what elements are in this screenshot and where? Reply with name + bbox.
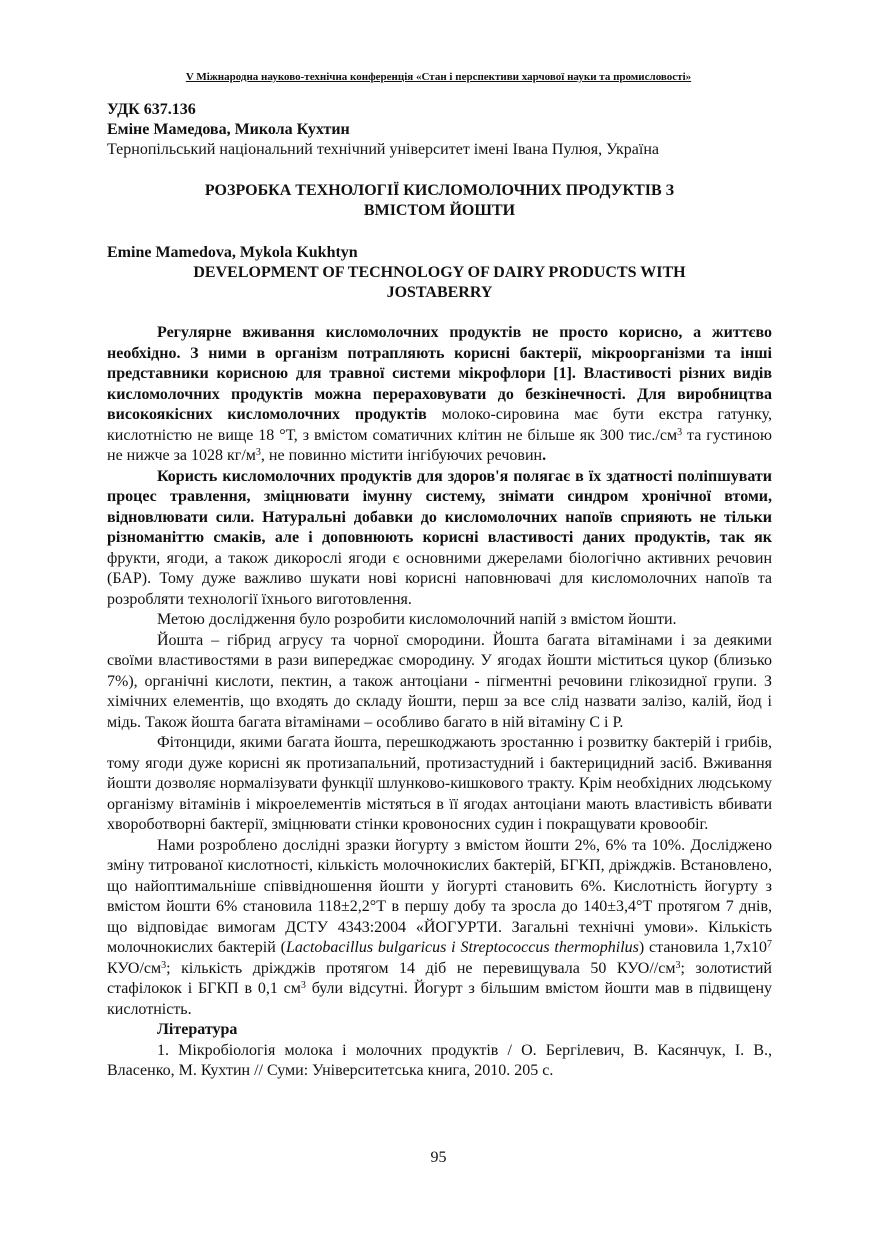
title-en <box>107 263 772 303</box>
title-en-line2: JOSTABERRY <box>386 284 493 301</box>
paragraph-2: Користь кисломолочних продуктів для здоров'я полягає в їх здатності поліпшувати процес травлення, зміцнювати імунну систему, знімати синдром хронічної втоми, відновлювати сили. Натуральні добавки до кисломолочних напоїв сприяють не тільки різноманіттю смаків, але і доповнюють корисні властивості даних продуктів, так як фрукти, ягоди, а також дикорослі ягоди є основними джерелами біологічно активних речовин (БАР). Тому дуже важливо шукати нові корисні наповнювачі для кисломолочних напоїв та розробляти технології їхнього виготовлення. <box>107 467 772 608</box>
title-en-line1: DEVELOPMENT OF TECHNOLOGY OF DAIRY PRODUCTS WITH <box>193 264 686 281</box>
paragraph-1: Регулярне вживання кисломолочних продуктів не просто корисно, а життєво необхідно. З ними в організм потрапляють корисні бактерії, мікроорганізми та інші представники корисною для травної системи мікрофлори [1]. Властивості різних видів кисломолочних продуктів можна перераховувати до безкінечності. Для виробництва високоякісних кисломолочних продуктів молоко-сировина має бути екстра гатунку, кислотністю не вище 18 °Т, з вмістом соматичних клітин не більше як 300 $тис./см^3$ та густиною не нижче за 1028 $кг/м^3$, не повинно містити інгібуючих речовин. <box>107 324 773 464</box>
authors-en: Emine Mamedova, Mykola Kukhtyn <box>107 244 358 261</box>
conference-header: V Міжнародна науково-технічна конференція «Стан і перспективи харчової науки та промисловості» <box>185 71 692 83</box>
udk-code: УДК 637.136 <box>107 101 196 118</box>
article-body <box>107 100 772 1082</box>
authors-ua: Еміне Мамедова, Микола Кухтин <box>107 121 350 138</box>
affiliation: Тернопільський національний технічний університет імені Івана Пулюя, Україна <box>107 141 659 158</box>
literature-heading: Література <box>157 1021 238 1038</box>
paragraph-4: Йошта – гібрид агрусу та чорної смородини. Йошта багата вітамінами і за деякими своїми властивостями в рази випереджає смородину. У ягодах йошти міститься цукор (близько 7%), органічні кислоти, пектин, а також антоціани - пігментні речовини глікозидної групи. З хімічних елементів, що входять до складу йошти, перш за все слід назвати залізо, калій, йод і мідь. Також йошта багата вітамінами – особливо багато в ній вітаміну С і Р. <box>107 631 772 731</box>
page-number: 95 <box>430 1149 447 1166</box>
paragraph-3: Метою дослідження було розробити кисломолочний напій з вмістом йошти. <box>157 611 677 628</box>
reference-1: 1. Мікробіологія молока і молочних продуктів / О. Бергілевич, В. Касянчук, І. В., Власенко, М. Кухтин // Суми: Університетська книга, 2010. 205 с. <box>107 1041 772 1079</box>
title-ua-line2: ВМІСТОМ ЙОШТИ <box>363 202 516 219</box>
paragraph-6: Нами розроблено дослідні зразки йогурту з вмістом йошти 2%, 6% та 10%. Досліджено зміну титрованої кислотності, кількість молочнокислих бактерій, БГКП, дріжджів. Встановлено, що найоптимальніше співвідношення йошти у йогурті становить 6%. Кислотність йогурту з вмістом йошти 6% становила 118±2,2°Т в першу добу та зросла до 140±3,4°Т протягом 7 днів, що відповідає вимогам ДСТУ 4343:2004 «ЙОГУРТИ. Загальні технічні умови». Кількість молочнокислих бактерій (Lactobacillus bulgaricus і Streptococcus thermophilus) становила $1,7х10^7$ КУО/$см^3$; кількість дріжджів протягом 14 діб не перевищувала 50 КУО/$/см^3$; золотистий стафілокок і БГКП в 0,1 $см^3$ були відсутні. Йогурт з більшим вмістом йошти мав в підвищену кислотність. <box>107 836 773 1018</box>
article-text <box>107 323 772 1082</box>
title-ua <box>107 181 772 221</box>
title-ua-line1: РОЗРОБКА ТЕХНОЛОГІЇ КИСЛОМОЛОЧНИХ ПРОДУКТІВ З <box>204 182 675 199</box>
paragraph-5: Фітонциди, якими багата йошта, перешкоджають зростанню і розвитку бактерій і грибів, тому ягоди дуже корисні як протизапальний, протизастудний і бактерицидний засіб. Вживання йошти дозволяє нормалізувати функції шлунково-кишкового тракту. Крім необхідних людському організму вітамінів і мікроелементів містяться в її ягодах антоціани мають властивість вбивати хвороботворні бактерії, зміцнювати стінки кровоносних судин і покращувати кровообіг. <box>107 734 772 833</box>
